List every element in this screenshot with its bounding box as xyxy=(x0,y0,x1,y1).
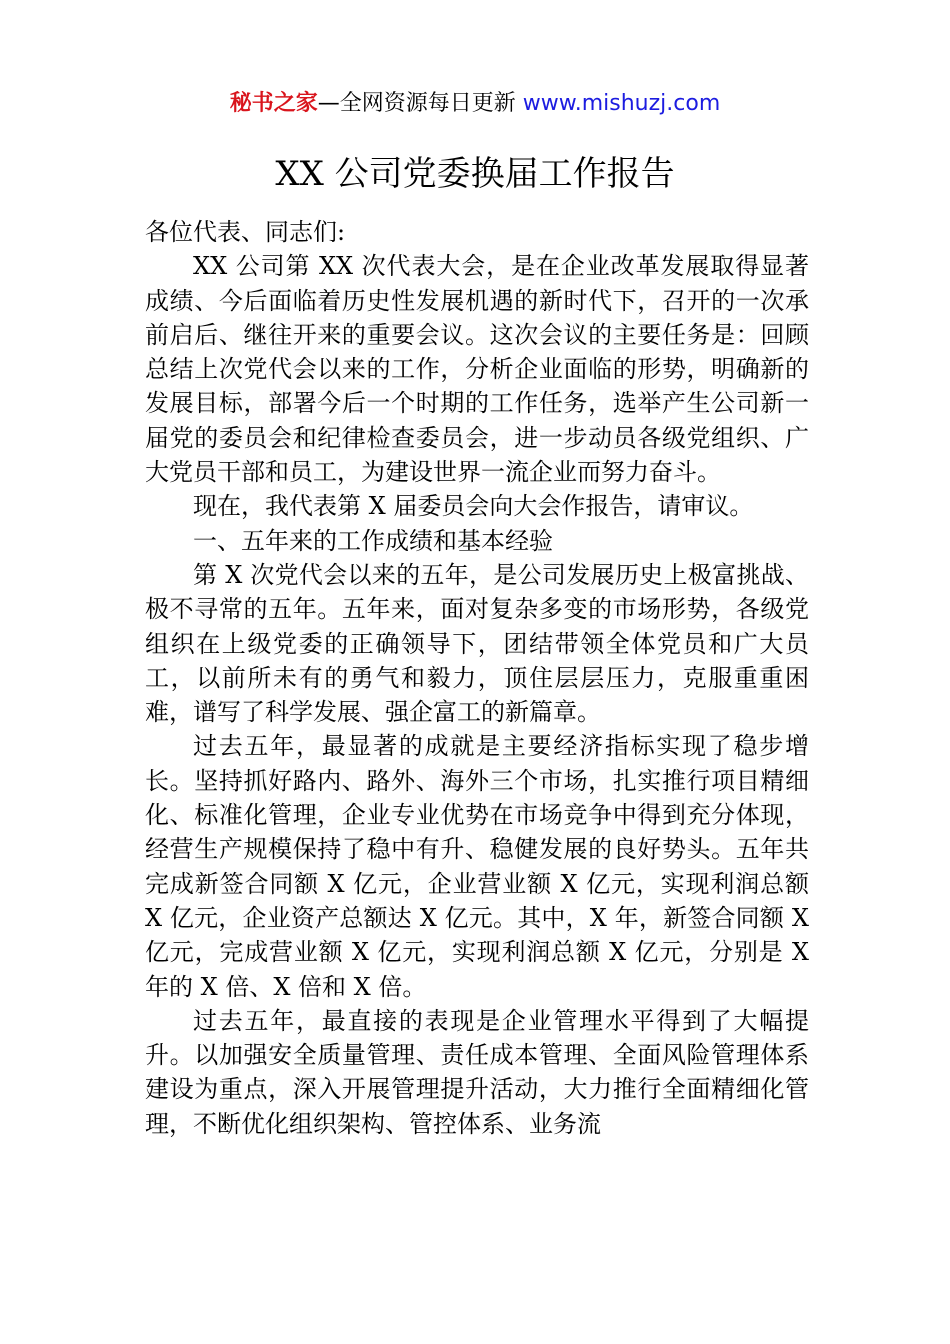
site-header xyxy=(0,88,950,120)
paragraph-report-statement: 现在，我代表第 X 届委员会向大会作报告，请审议。 xyxy=(193,492,754,521)
paragraph-management: 过去五年，最直接的表现是企业管理水平得到了大幅提升。以加强安全质量管理、责任成本管理、全面风险管理体系建设为重点，深入开展管理提升活动，大力推行全面精细化管理，不断优化组织架构、管控体系、业务流 xyxy=(145,1006,809,1138)
document-title: XX 公司党委换届工作报告 xyxy=(275,154,675,194)
header-tagline: —全网资源每日更新 xyxy=(317,91,523,116)
salutation: 各位代表、同志们: xyxy=(145,218,346,246)
document-body xyxy=(145,215,809,1141)
brand-name: 秘书之家 xyxy=(229,91,318,116)
section-heading-one: 一、五年来的工作成绩和基本经验 xyxy=(193,526,553,555)
paragraph-economic-growth: 过去五年，最显著的成就是主要经济指标实现了稳步增长。坚持抓好路内、路外、海外三个市场，扎实推行项目精细化、标准化管理，企业专业优势在市场竞争中得到充分体现，经营生产规模保持了稳中有升、稳健发展的良好势头。五年共完成新签合同额 X 亿元，企业营业额 X 亿元，实现利润总额 X 亿元，企业资产总额达 X 亿元。其中，X 年，新签合同额 X 亿元，完成营业额 X 亿元，实现利润总额 X 亿元，分别是 X 年的 X 倍、X 倍和 X 倍。 xyxy=(145,732,809,1001)
site-url-link[interactable]: www.mishuzj.com xyxy=(522,91,721,116)
paragraph-five-years: 第 X 次党代会以来的五年，是公司发展历史上极富挑战、极不寻常的五年。五年来，面对复杂多变的市场形势，各级党组织在上级党委的正确领导下，团结带领全体党员和广大员工，以前所未有的勇气和毅力，顶住层层压力，克服重重困难，谱写了科学发展、强企富工的新篇章。 xyxy=(145,560,809,727)
paragraph-intro: XX 公司第 XX 次代表大会，是在企业改革发展取得显著成绩、今后面临着历史性发展机遇的新时代下，召开的一次承前启后、继往开来的重要会议。这次会议的主要任务是：回顾总结上次党代会以来的工作，分析企业面临的形势，明确新的发展目标，部署今后一个时期的工作任务，选举产生公司新一届党的委员会和纪律检查委员会，进一步动员各级党组织、广大党员干部和员工，为建设世界一流企业而努力奋斗。 xyxy=(145,252,809,487)
